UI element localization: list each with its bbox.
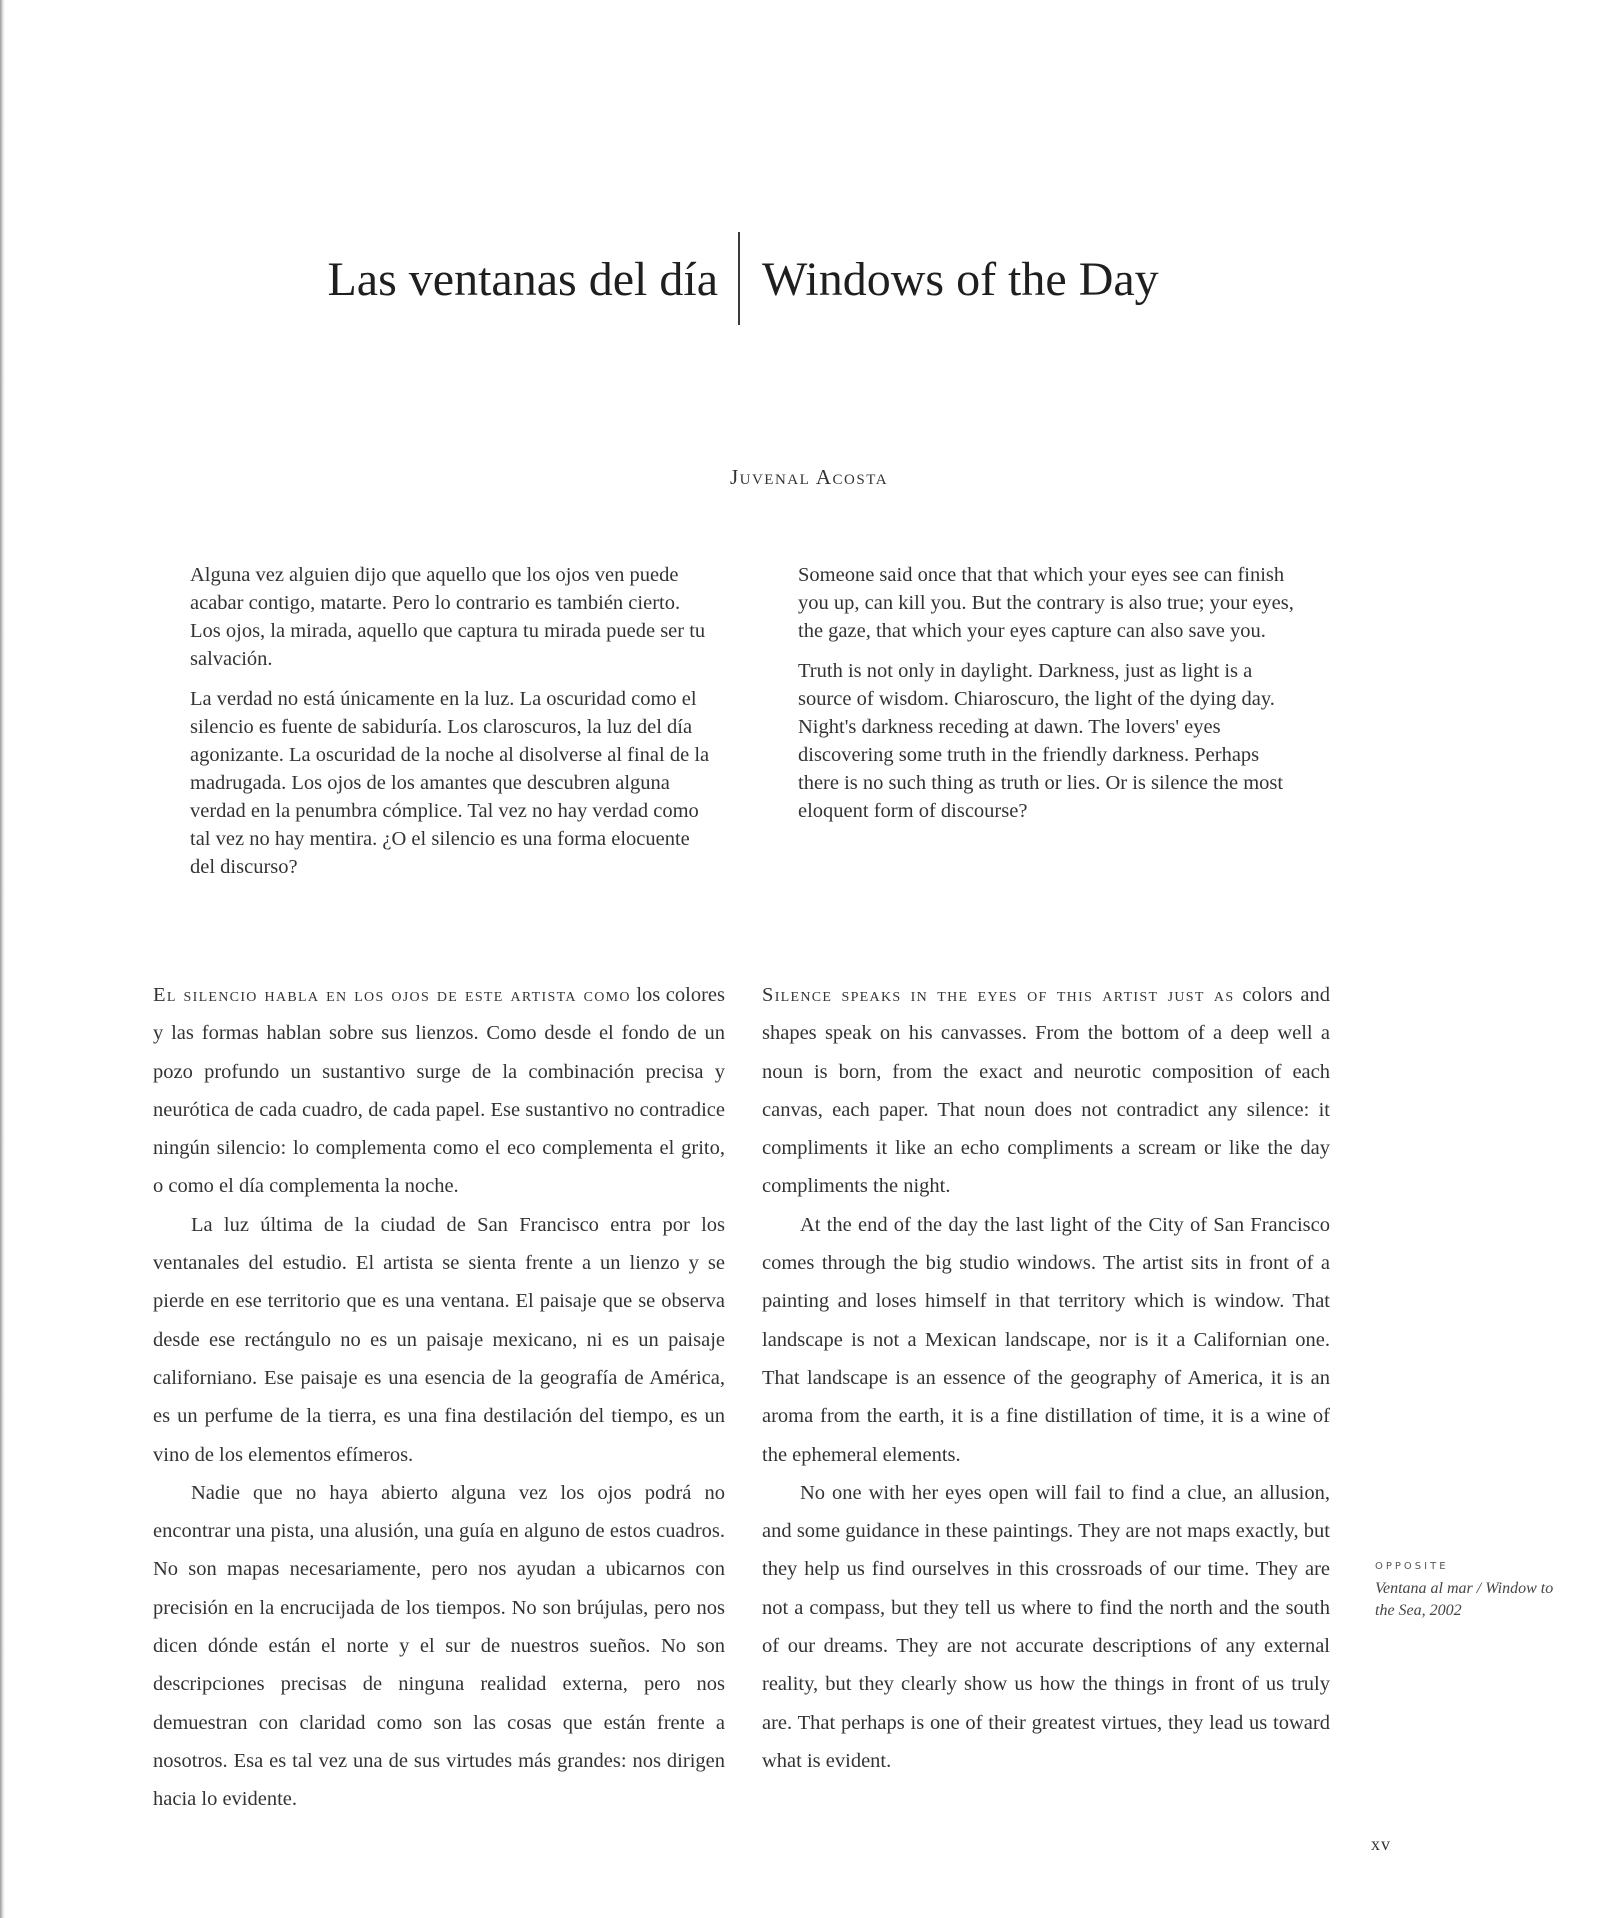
body-english-paragraph: No one with her eyes open will fail to find a clue, an allusion, and some guidance in these paintings. They are not maps exactly, but they help us find ourselves in this crossroads of our time. They are not a compass, but they tell us where to find the north and the south of our dreams. They are not accurate descriptions of any external reality, but they clearly show us how the things in front of us truly are. That perhaps is one of their greatest virtues, they lead us toward what is evident. [762,1481,1330,1772]
figure-caption [1375,1561,1575,1622]
body-spanish-paragraph: La luz última de la ciudad de San Francisco entra por los ventanales del estudio. El artista se sienta frente a un lienzo y se pierde en ese territorio que es una ventana. El paisaje que se observa desde ese rectángulo no es un paisaje mexicano, ni es un paisaje californiano. Ese paisaje es una esencia de la geografía de América, es un perfume de la tierra, es una fina destilación del tiempo, es un vino de los elementos efímeros. [153,1213,725,1466]
body-spanish-paragraph: Nadie que no haya abierto alguna vez los ojos podrá no encontrar una pista, una alusión, una guía en alguno de estos cuadros. No son mapas necesariamente, pero nos ayudan a ubicarnos con precisión en la encrucijada de los tiempos. No son brújulas, pero nos dicen dónde están el norte y el sur de nuestros sueños. No son descripciones precisas de ninguna realidad externa, pero nos demuestran con claridad como son las cosas que están frente a nosotros. Esa es tal vez una de sus virtudes más grandes: nos dirigen hacia lo evidente. [153,1481,725,1811]
title-divider [738,232,740,325]
caption-text: Ventana al mar / Window to the Sea, 2002 [1375,1580,1554,1619]
lead-in-english: Silence speaks in the eyes of this artist just as [762,984,1235,1006]
body-english-paragraph: At the end of the day the last light of the City of San Francisco comes through the big studio windows. The artist sits in front of a painting and loses himself in that territory which is window. That landscape is not a Mexican landscape, nor is it a Californian one. That landscape is an essence of the geography of America, it is an aroma from the earth, it is a fine distillation of time, it is a wine of the ephemeral elements. [762,1213,1330,1466]
chapter-title [0,232,1618,327]
author-name: Juvenal Acosta [729,465,889,489]
intro-spanish [190,561,710,893]
body-spanish-column [153,976,725,1819]
page-number: xv [1371,1834,1391,1854]
lead-in-spanish: El silencio habla en los ojos de este artista como [153,984,631,1006]
title-spanish: Las ventanas del día [327,253,718,306]
body-english-text: colors and shapes speak on his canvasses. From the bottom of a deep well a noun is born, from the exact and neurotic composition of each canvas, each paper. That noun does not contradict any silence: it compliments it like an echo compliments a scream or like the day compliments the night. [762,984,1330,1198]
body-spanish-text: los colores y las formas hablan sobre sus lienzos. Como desde el fondo de un pozo profundo un sustantivo surge de la combinación precisa y neurótica de cada cuadro, de cada papel. Ese sustantivo no contradice ningún silencio: lo complementa como el eco complementa el grito, o como el día complementa la noche. [153,984,725,1198]
caption-label: OPPOSITE [1375,1561,1449,1572]
intro-english [798,561,1298,837]
intro-spanish-paragraph: Alguna vez alguien dijo que aquello que los ojos ven puede acabar contigo, matarte. Pero lo contrario es también cierto. Los ojos, la mirada, aquello que captura tu mirada puede ser tu salvación. [190,564,706,670]
intro-english-paragraph: Someone said once that that which your eyes see can finish you up, can kill you. But the contrary is also true; your eyes, the gaze, that which your eyes capture can also save you. [798,564,1294,642]
body-english-paragraph [762,976,1330,1206]
title-english: Windows of the Day [762,253,1159,306]
body-spanish-paragraph [153,976,725,1206]
intro-english-paragraph: Truth is not only in daylight. Darkness, just as light is a source of wisdom. Chiaroscuro, the light of the dying day. Night's darkness receding at dawn. The lovers' eyes discovering some truth in the friendly darkness. Perhaps there is no such thing as truth or lies. Or is silence the most eloquent form of discourse? [798,660,1284,822]
intro-spanish-paragraph: La verdad no está únicamente en la luz. La oscuridad como el silencio es fuente de sabiduría. Los claroscuros, la luz del día agonizante. La oscuridad de la noche al disolverse al final de la madrugada. Los ojos de los amantes que descubren alguna verdad en la penumbra cómplice. Tal vez no hay verdad como tal vez no hay mentira. ¿O el silencio es una forma elocuente del discurso? [190,688,710,878]
body-english-column [762,976,1330,1780]
